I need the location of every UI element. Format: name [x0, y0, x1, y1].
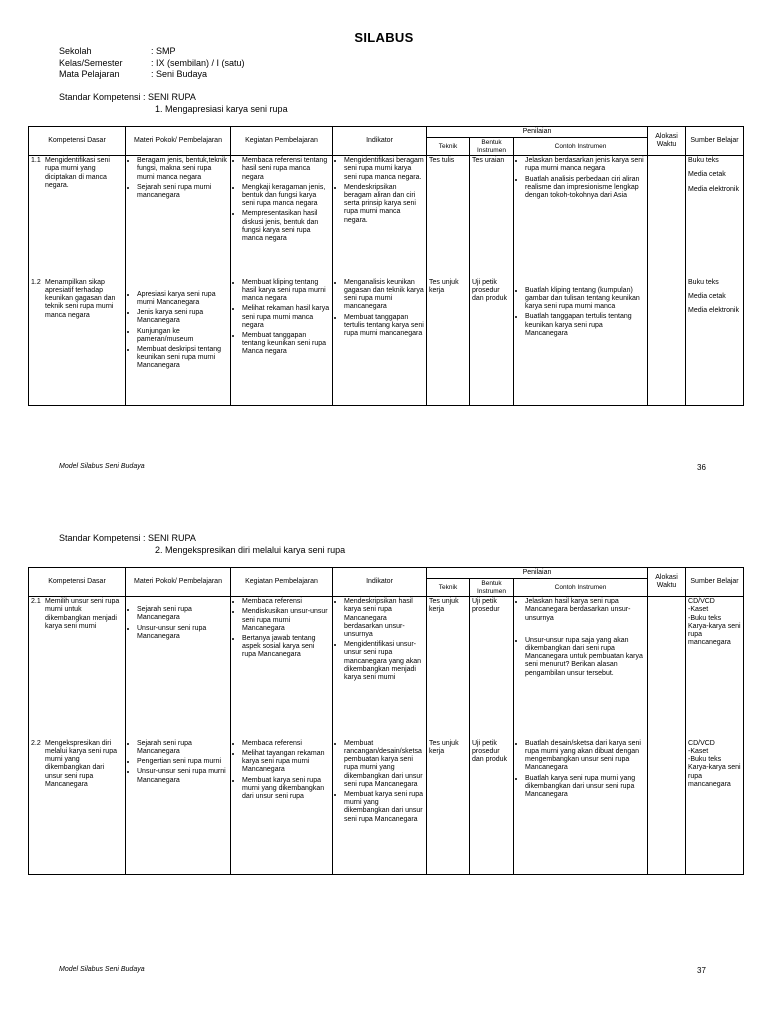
page-title: SILABUS [354, 30, 414, 45]
list-item: • Membuat karya seni rupa murni yang dikembangkan dari unsur seni rupa Mancanegara [344, 791, 424, 824]
list-item: • Buatlah karya seni rupa murni yang dikembangkan dari unsur seni rupa Mancanegara [525, 775, 645, 800]
list-item: • Buatlah desain/sketsa dari karya seni rupa murni yang akan dibuat dengan mengembangkan unsur seni rupa Mancanegara [525, 740, 645, 773]
info-value: : SMP [151, 46, 176, 56]
teknik-cell: Tes unjuk kerja [427, 597, 470, 739]
list-item: -Buku teks [688, 614, 722, 622]
list-item: • Membuat tanggapan tentang keunikan seni rupa Manca negara [242, 332, 330, 357]
standar-kompetensi-1 [59, 92, 288, 115]
list-item: • Melihat tayangan rekaman karya seni rupa murni Mancanegara [242, 750, 330, 775]
list-item: CD/VCD [688, 739, 715, 747]
header-contoh: Contoh Instrumen [514, 138, 648, 156]
table-row [29, 156, 744, 278]
sumber-cell [686, 156, 744, 278]
list-item: -Kaset [688, 606, 709, 614]
indikator-cell [333, 156, 427, 278]
alokasi-cell [648, 739, 686, 875]
materi-cell [126, 739, 231, 875]
list-item: • Jelaskan hasil karya seni rupa Mancanegara berdasarkan unsur-unsurnya [525, 598, 645, 623]
header-indikator: Indikator [333, 568, 427, 597]
header-penilaian: Penilaian [427, 568, 648, 579]
teknik-cell: Tes tulis [427, 156, 470, 278]
list-item: • Buatlah kliping tentang (kumpulan) gambar dan tulisan tentang keunikan karya seni rupa murni manca [525, 287, 645, 312]
kd-cell [29, 156, 126, 278]
info-label: Mata Pelajaran [59, 69, 120, 79]
footer-left: Model Silabus Seni Budaya [59, 966, 145, 973]
kd-text: Mengekspresikan diri melalui karya seni rupa murni yang dikembangkan dari unsur seni rupa Mancanegara [45, 739, 117, 788]
page-number: 37 [697, 966, 706, 975]
list-item: • Mengidentifikasi beragam seni rupa murni karya seni rupa manca negara. [344, 157, 424, 182]
table-row [29, 278, 744, 406]
list-item: • Mendiskusikan unsur-unsur seni rupa murni Mancanegara [242, 608, 330, 633]
list-item: -Buku teks [688, 756, 722, 764]
alokasi-cell [648, 156, 686, 278]
kd-number: 1.2 [31, 278, 41, 286]
teknik-cell: Tes unjuk kerja [427, 739, 470, 875]
materi-cell [126, 278, 231, 406]
kd-cell [29, 278, 126, 406]
silabus-table-2 [28, 567, 744, 875]
list-item: Karya-karya seni rupa mancanegara [688, 622, 741, 647]
header-materi: Materi Pokok/ Pembelajaran [126, 568, 231, 597]
kd-text: Menampilkan sikap apresiatif terhadap keunikan gagasan dan teknik seni rupa murni manca negara [45, 278, 116, 319]
header-kegiatan: Kegiatan Pembelajaran [231, 568, 333, 597]
list-item: • Membuat kliping tentang hasil karya seni rupa murni manca negara [242, 279, 330, 304]
list-item: • Apresiasi karya seni rupa murni Mancanegara [137, 291, 228, 307]
info-row [59, 46, 245, 58]
list-item: Karya-karya seni rupa mancanegara [688, 764, 741, 788]
list-item: • Buatlah analisis perbedaan ciri aliran realisme dan impresionisme lengkap dengan tokoh-tokohnya dari Asia [525, 176, 645, 201]
kegiatan-cell [231, 156, 333, 278]
list-item: • Membuat rancangan/desain/sketsa pembuatan karya seni rupa murni yang dikembangkan dari unsur seni rupa Mancanegara [344, 740, 424, 789]
sumber-cell [686, 278, 744, 406]
info-value: : Seni Budaya [151, 69, 208, 79]
sk-detail: 1. Mengapresiasi karya seni rupa [155, 103, 288, 114]
table-row [29, 597, 744, 739]
list-item: • Unsur-unsur rupa saja yang akan dikembangkan dari seni rupa Mancanegara untuk pembuatan karya seni menurut? Berikan alasan pengambilan unsur tersebut. [525, 637, 645, 678]
header-bentuk: Bentuk Instrumen [470, 579, 514, 597]
list-item: • Melihat rekaman hasil karya seni rupa murni manca negara [242, 305, 330, 330]
kd-cell [29, 739, 126, 875]
materi-cell [126, 597, 231, 739]
header-bentuk: Bentuk Instrumen [470, 138, 514, 156]
list-item: • Sejarah seni rupa Mancanegara [137, 606, 228, 622]
list-item: • Menganalisis keunikan gagasan dan teknik karya seni rupa murni mancanegara [344, 279, 424, 312]
header-alokasi: Alokasi Waktu [648, 568, 686, 597]
kd-number: 2.1 [31, 598, 41, 606]
list-item: -Kaset [688, 747, 709, 755]
list-item: Media cetak [688, 292, 726, 300]
kd-number: 1.1 [31, 157, 41, 165]
list-item: • Jelaskan berdasarkan jenis karya seni rupa murni manca negara [525, 157, 645, 173]
info-row [59, 69, 245, 81]
kegiatan-cell [231, 739, 333, 875]
kd-text: Mengidentifikasi seni rupa murni yang diciptakan di manca negara. [45, 157, 110, 189]
header-alokasi: Alokasi Waktu [648, 127, 686, 156]
list-item: • Membaca referensi [242, 740, 330, 748]
list-item: • Bertanya jawab tentang aspek sosial karya seni rupa Mancanegara [242, 635, 330, 660]
contoh-cell [514, 156, 648, 278]
list-item: • Sejarah seni rupa murni mancanegara [137, 184, 228, 200]
bentuk-cell: Uji petik prosedur [470, 597, 514, 739]
list-item: • Mengidentifikasi unsur-unsur seni rupa mancanegara yang akan dikembangkan menjadi karya seni murni [344, 641, 424, 682]
sumber-cell [686, 739, 744, 875]
info-label: Kelas/Semester [59, 57, 123, 68]
list-item: Media elektronik [688, 307, 739, 315]
indikator-cell [333, 278, 427, 406]
page-number: 36 [697, 463, 706, 472]
list-item: CD/VCD [688, 598, 715, 606]
kegiatan-cell [231, 597, 333, 739]
list-item: Media cetak [688, 171, 726, 179]
list-item: Buku teks [688, 157, 719, 165]
alokasi-cell [648, 597, 686, 739]
list-item: • Membaca referensi [242, 598, 330, 606]
contoh-cell [514, 278, 648, 406]
kd-text: Memilih unsur seni rupa murni untuk dikembangkan menjadi karya seni murni [45, 598, 120, 630]
bentuk-cell: Uji petik prosedur dan produk [470, 739, 514, 875]
list-item: • Unsur-unsur seni rupa murni Mancanegara [137, 768, 228, 784]
contoh-cell [514, 597, 648, 739]
list-item: • Buatlah tanggapan tertulis tentang keunikan karya seni rupa Mancanegara [525, 313, 645, 338]
indikator-cell [333, 739, 427, 875]
header-indikator: Indikator [333, 127, 427, 156]
list-item: • Mempresentasikan hasil diskusi jenis, bentuk dan fungsi karya seni rupa manca negara [242, 210, 330, 243]
info-value: : IX (sembilan) / I (satu) [151, 57, 245, 68]
alokasi-cell [648, 278, 686, 406]
header-row [29, 127, 744, 138]
list-item: • Membuat deskripsi tentang keunikan seni rupa murni Mancanegara [137, 346, 228, 371]
info-row [59, 58, 245, 70]
bentuk-cell: Tes uraian [470, 156, 514, 278]
list-item: • Kunjungan ke pameran/museum [137, 328, 228, 344]
list-item: • Pengertian seni rupa murni [137, 758, 228, 766]
list-item: • Membaca referensi tentang hasil seni rupa manca negara [242, 157, 330, 182]
silabus-table-1 [28, 126, 744, 406]
header-teknik: Teknik [427, 138, 470, 156]
header-kegiatan: Kegiatan Pembelajaran [231, 127, 333, 156]
info-label: Sekolah [59, 46, 92, 56]
contoh-cell [514, 739, 648, 875]
kegiatan-cell [231, 278, 333, 406]
standar-kompetensi-2 [59, 533, 345, 556]
header-sumber: Sumber Belajar [686, 127, 744, 156]
footer-left: Model Silabus Seni Budaya [59, 463, 145, 470]
sumber-cell [686, 597, 744, 739]
header-row [29, 568, 744, 579]
list-item: Buku teks [688, 278, 719, 286]
sk-label: Standar Kompetensi : SENI RUPA [59, 92, 196, 102]
list-item: • Mendeskripsikan beragam aliran dan ciri serta prinsip karya seni rupa murni manca negara. [344, 184, 424, 225]
sk-detail: 2. Mengekspresikan diri melalui karya seni rupa [155, 544, 346, 555]
materi-cell [126, 156, 231, 278]
list-item: • Membuat tanggapan tertulis tentang karya seni rupa murni mancanegara [344, 314, 424, 339]
list-item: • Sejarah seni rupa Mancanegara [137, 740, 228, 756]
list-item: • Mendeskripsikan hasil karya seni rupa Mancanegara berdasarkan unsur-unsurnya [344, 598, 424, 639]
list-item: • Unsur-unsur seni rupa Mancanegara [137, 625, 228, 641]
list-item: • Membuat karya seni rupa murni yang dikembangkan dari unsur seni rupa [242, 777, 330, 802]
bentuk-cell: Uji petik prosedur dan produk [470, 278, 514, 406]
header-teknik: Teknik [427, 579, 470, 597]
header-materi: Materi Pokok/ Pembelajaran [126, 127, 231, 156]
kd-cell [29, 597, 126, 739]
teknik-cell: Tes unjuk kerja [427, 278, 470, 406]
header-penilaian: Penilaian [427, 127, 648, 138]
table-row [29, 739, 744, 875]
document-info [59, 46, 245, 81]
sk-label: Standar Kompetensi : SENI RUPA [59, 533, 196, 543]
header-sumber: Sumber Belajar [686, 568, 744, 597]
kd-number: 2.2 [31, 739, 41, 747]
header-kompetensi: Kompetensi Dasar [29, 127, 126, 156]
header-kompetensi: Kompetensi Dasar [29, 568, 126, 597]
list-item: • Jenis karya seni rupa Mancanegara [137, 309, 228, 325]
indikator-cell [333, 597, 427, 739]
list-item: • Mengkaji keragaman jenis, bentuk dan fungsi karya seni rupa manca negara [242, 184, 330, 209]
list-item: Media elektronik [688, 185, 739, 193]
header-contoh: Contoh Instrumen [514, 579, 648, 597]
list-item: • Beragam jenis, bentuk,teknik fungsi, makna seni rupa murni manca negara [137, 157, 228, 182]
